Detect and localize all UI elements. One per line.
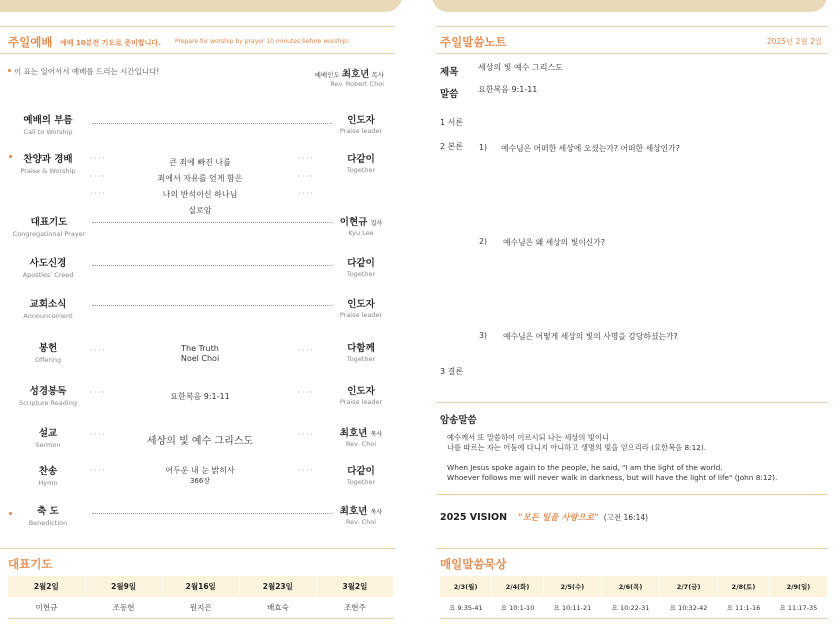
- item-en: Call to Worship: [23, 128, 73, 136]
- offering-singer: Noel Choi: [180, 354, 220, 363]
- dots: ····: [90, 388, 107, 397]
- leader-name: 최호년: [341, 69, 370, 80]
- left-header-tab: [0, 0, 402, 12]
- order-item-creed: [10, 255, 86, 279]
- divider: [436, 26, 828, 27]
- role-en: Together: [346, 166, 376, 174]
- sermon-date: 2025년 2월 2일: [766, 37, 822, 46]
- prayer-schedule-table: [8, 576, 394, 619]
- item-ko: 교회소식: [29, 299, 67, 310]
- item-en: Congregational Prayer: [12, 230, 86, 238]
- vision-text: "모든 일을 사랑으로": [518, 513, 599, 523]
- prayer-name: 원지은: [162, 597, 239, 618]
- role-announcement: [330, 296, 392, 319]
- prayer-date: 2월23일: [239, 576, 316, 597]
- word-label: 말씀: [440, 89, 459, 100]
- day-header: 2/6(목): [601, 576, 659, 597]
- item-ko: 성경봉독: [29, 386, 67, 397]
- item-en: Benediction: [28, 519, 68, 527]
- item-ko: 사도신경: [29, 258, 67, 269]
- divider: [436, 494, 828, 495]
- role-prayer: [330, 214, 392, 237]
- dots: ····: [90, 154, 107, 163]
- leader-label: 예배인도: [314, 71, 340, 79]
- daily-meditation-title: 매일말씀묵상: [440, 557, 507, 571]
- subject-label: 제목: [440, 67, 459, 78]
- role-ko: 다같이: [347, 258, 375, 269]
- item-en: Hymn: [38, 479, 58, 487]
- role-offering: [330, 340, 392, 363]
- item-ko: 축 도: [37, 506, 59, 517]
- dots: ····: [298, 346, 315, 355]
- worship-subtitle-en: Prepare for worship by prayer 10 minutes before worship!: [175, 38, 350, 45]
- divider: [436, 53, 828, 54]
- leader-title: 목사: [371, 71, 384, 79]
- order-item-announcement: [10, 296, 86, 320]
- order-item-offering: [10, 340, 86, 364]
- order-item-hymn: [10, 463, 86, 487]
- day-ref: 요 10:32-42: [660, 597, 718, 618]
- dots: ····: [298, 154, 315, 163]
- sermon-note-title: 주일말씀노트: [440, 35, 507, 49]
- role-hymn: [330, 463, 392, 486]
- item-en: Sermon: [35, 441, 61, 449]
- order-item-praise: [10, 151, 86, 175]
- order-item-prayer: [8, 214, 90, 238]
- role-ko: 다함께: [347, 343, 375, 354]
- vision-ref: (고전 16:14): [603, 513, 649, 522]
- role-ko: 이현규: [339, 217, 368, 228]
- divider: [0, 26, 395, 27]
- day-ref: 요 11:17-35: [769, 597, 827, 618]
- intro-label: 1 서론: [440, 118, 464, 127]
- prayer-schedule-title: 대표기도: [8, 557, 53, 571]
- day-header: 2/5(수): [543, 576, 601, 597]
- dots: ····: [298, 466, 315, 475]
- item-en: Apostles' Creed: [22, 271, 74, 279]
- leader-dots: [92, 222, 332, 223]
- role-ko: 인도자: [347, 115, 375, 126]
- leader-dots: [92, 123, 332, 124]
- dots: ····: [90, 172, 107, 181]
- song-1: 큰 죄에 빠진 나를: [169, 158, 231, 167]
- role-sub: 집사: [370, 220, 383, 227]
- day-ref: 요 9:35-41: [440, 597, 492, 618]
- item-en: Offering: [34, 356, 62, 364]
- memory-verse-en-1: When Jesus spoke again to the people, he said, "I am the light of the world.: [447, 463, 723, 472]
- leader-dots: [92, 265, 332, 266]
- question-2-number: 2): [479, 237, 488, 246]
- day-ref: 요 10:22-31: [601, 597, 659, 618]
- dots: ····: [90, 430, 107, 439]
- dots: ····: [298, 388, 315, 397]
- dots: ····: [298, 172, 315, 181]
- word-text: 요한복음 9:1-11: [478, 85, 538, 94]
- leader-dots: [92, 513, 332, 514]
- role-en: Rev. Choi: [345, 518, 377, 526]
- item-en: Announcement: [23, 312, 73, 320]
- question-2: 예수님은 왜 세상의 빛이신가?: [503, 238, 605, 247]
- question-3: 예수님은 어떻게 세상의 빛의 사명을 감당하셨는가?: [503, 332, 678, 341]
- divider: [436, 548, 828, 549]
- divider: [436, 402, 828, 403]
- role-ko: 다같이: [347, 466, 375, 477]
- role-en: Praise leader: [339, 311, 383, 319]
- question-1-number: 1): [479, 143, 488, 152]
- role-en: Praise leader: [339, 127, 383, 135]
- day-header: 2/7(금): [660, 576, 718, 597]
- prayer-date: 2월2일: [8, 576, 85, 597]
- hymn-number: 366장: [189, 477, 211, 485]
- role-ko: 인도자: [347, 299, 375, 310]
- prayer-name: 조현주: [316, 597, 393, 618]
- vision-line: [440, 505, 648, 524]
- conclusion-label: 3 결론: [440, 367, 464, 376]
- divider: [0, 53, 395, 54]
- song-4: 실로암: [188, 206, 212, 215]
- item-ko: 찬양과 경배: [23, 154, 73, 165]
- day-header: 2/3(월): [440, 576, 492, 597]
- divider: [0, 548, 395, 549]
- memory-verse-en-2: Whoever follows me will never walk in darkness, but will have the light of life" (John 8:12).: [447, 473, 778, 482]
- question-1: 예수님은 어떠한 세상에 오셨는가? 어떠한 세상인가?: [501, 144, 680, 153]
- dots: ····: [90, 189, 107, 198]
- right-header-tab: [432, 0, 827, 12]
- sermon-title: 세상의 빛 예수 그리스도: [146, 436, 254, 447]
- item-ko: 찬송: [38, 466, 58, 477]
- prayer-name: 배효숙: [239, 597, 316, 618]
- role-en: Rev. Choi: [345, 440, 377, 448]
- day-ref: 요 10:1-10: [492, 597, 544, 618]
- dots: ····: [298, 189, 315, 198]
- memory-verse-ko-2: 나를 따르는 자는 어둠에 다니지 아니하고 생명의 빛을 얻으리라 (요한복음 8:12).: [447, 443, 707, 452]
- worship-leader: [315, 66, 384, 88]
- item-en: Praise & Worship: [20, 167, 76, 175]
- prayer-date: 2월9일: [85, 576, 162, 597]
- role-en: Praise leader: [339, 398, 383, 406]
- role-en: Together: [346, 478, 376, 486]
- scripture-ref: 요한복음 9:1-11: [170, 392, 230, 401]
- order-item-call-to-worship: [10, 112, 86, 136]
- role-sub: 목사: [370, 431, 383, 438]
- day-header: 2/9(일): [769, 576, 827, 597]
- role-praise: [330, 151, 392, 174]
- role-en: Kyu Lee: [348, 229, 374, 237]
- standing-bullet-icon: [8, 69, 11, 72]
- memory-verse-title: 암송말씀: [440, 415, 477, 426]
- order-item-sermon: [10, 425, 86, 449]
- order-item-scripture: [8, 383, 88, 407]
- dots: ····: [298, 430, 315, 439]
- day-ref: 요 11:1-16: [718, 597, 770, 618]
- daily-meditation-table: [440, 576, 828, 619]
- role-sub: 목사: [370, 509, 383, 516]
- day-ref: 요 10:11-21: [543, 597, 601, 618]
- song-3: 나의 반석이신 하나님: [162, 190, 238, 199]
- item-ko: 대표기도: [30, 217, 68, 228]
- question-3-number: 3): [479, 331, 488, 340]
- worship-title: 주일예배: [8, 35, 53, 49]
- subject-text: 세상의 빛 예수 그리스도: [478, 63, 563, 72]
- prayer-date: 2월16일: [162, 576, 239, 597]
- leader-en: Rev. Robert Choi: [330, 80, 384, 88]
- role-ko: 최호년: [339, 506, 368, 517]
- vision-label: 2025 VISION: [440, 512, 508, 523]
- role-creed: [330, 255, 392, 278]
- item-ko: 설교: [38, 428, 58, 439]
- dots: ····: [90, 466, 107, 475]
- role-en: Together: [346, 355, 376, 363]
- worship-subtitle-ko: 예배 10분전 기도로 준비합니다.: [60, 39, 161, 47]
- role-ko: 인도자: [347, 386, 375, 397]
- leader-dots: [92, 305, 332, 306]
- order-item-benediction: [10, 503, 86, 527]
- role-benediction: [330, 503, 392, 526]
- body-label: 2 본론: [440, 142, 464, 151]
- role-call-to-worship: [330, 112, 392, 135]
- item-en: Scripture Reading: [19, 399, 77, 407]
- hymn-title: 어두운 내 눈 밝히사: [165, 466, 235, 475]
- item-ko: 예배의 부름: [23, 115, 73, 126]
- role-scripture: [330, 383, 392, 406]
- role-en: Together: [346, 270, 376, 278]
- role-ko: 최호년: [339, 428, 368, 439]
- offering-song: The Truth: [181, 344, 219, 353]
- day-header: 2/4(화): [492, 576, 544, 597]
- prayer-date: 3월2일: [316, 576, 393, 597]
- role-ko: 다같이: [347, 154, 375, 165]
- song-2: 죄에서 자유를 얻게 함은: [157, 174, 243, 183]
- prayer-name: 이현규: [8, 597, 85, 618]
- prayer-name: 조동현: [85, 597, 162, 618]
- memory-verse-ko-1: 예수께서 또 말씀하여 이르시되 나는 세상의 빛이니: [447, 433, 609, 442]
- day-header: 2/8(토): [718, 576, 770, 597]
- dots: ····: [90, 346, 107, 355]
- item-ko: 봉헌: [38, 343, 58, 354]
- role-sermon: [330, 425, 392, 448]
- standing-notice: 이 표는 일어서서 예배를 드리는 시간입니다!: [14, 67, 160, 76]
